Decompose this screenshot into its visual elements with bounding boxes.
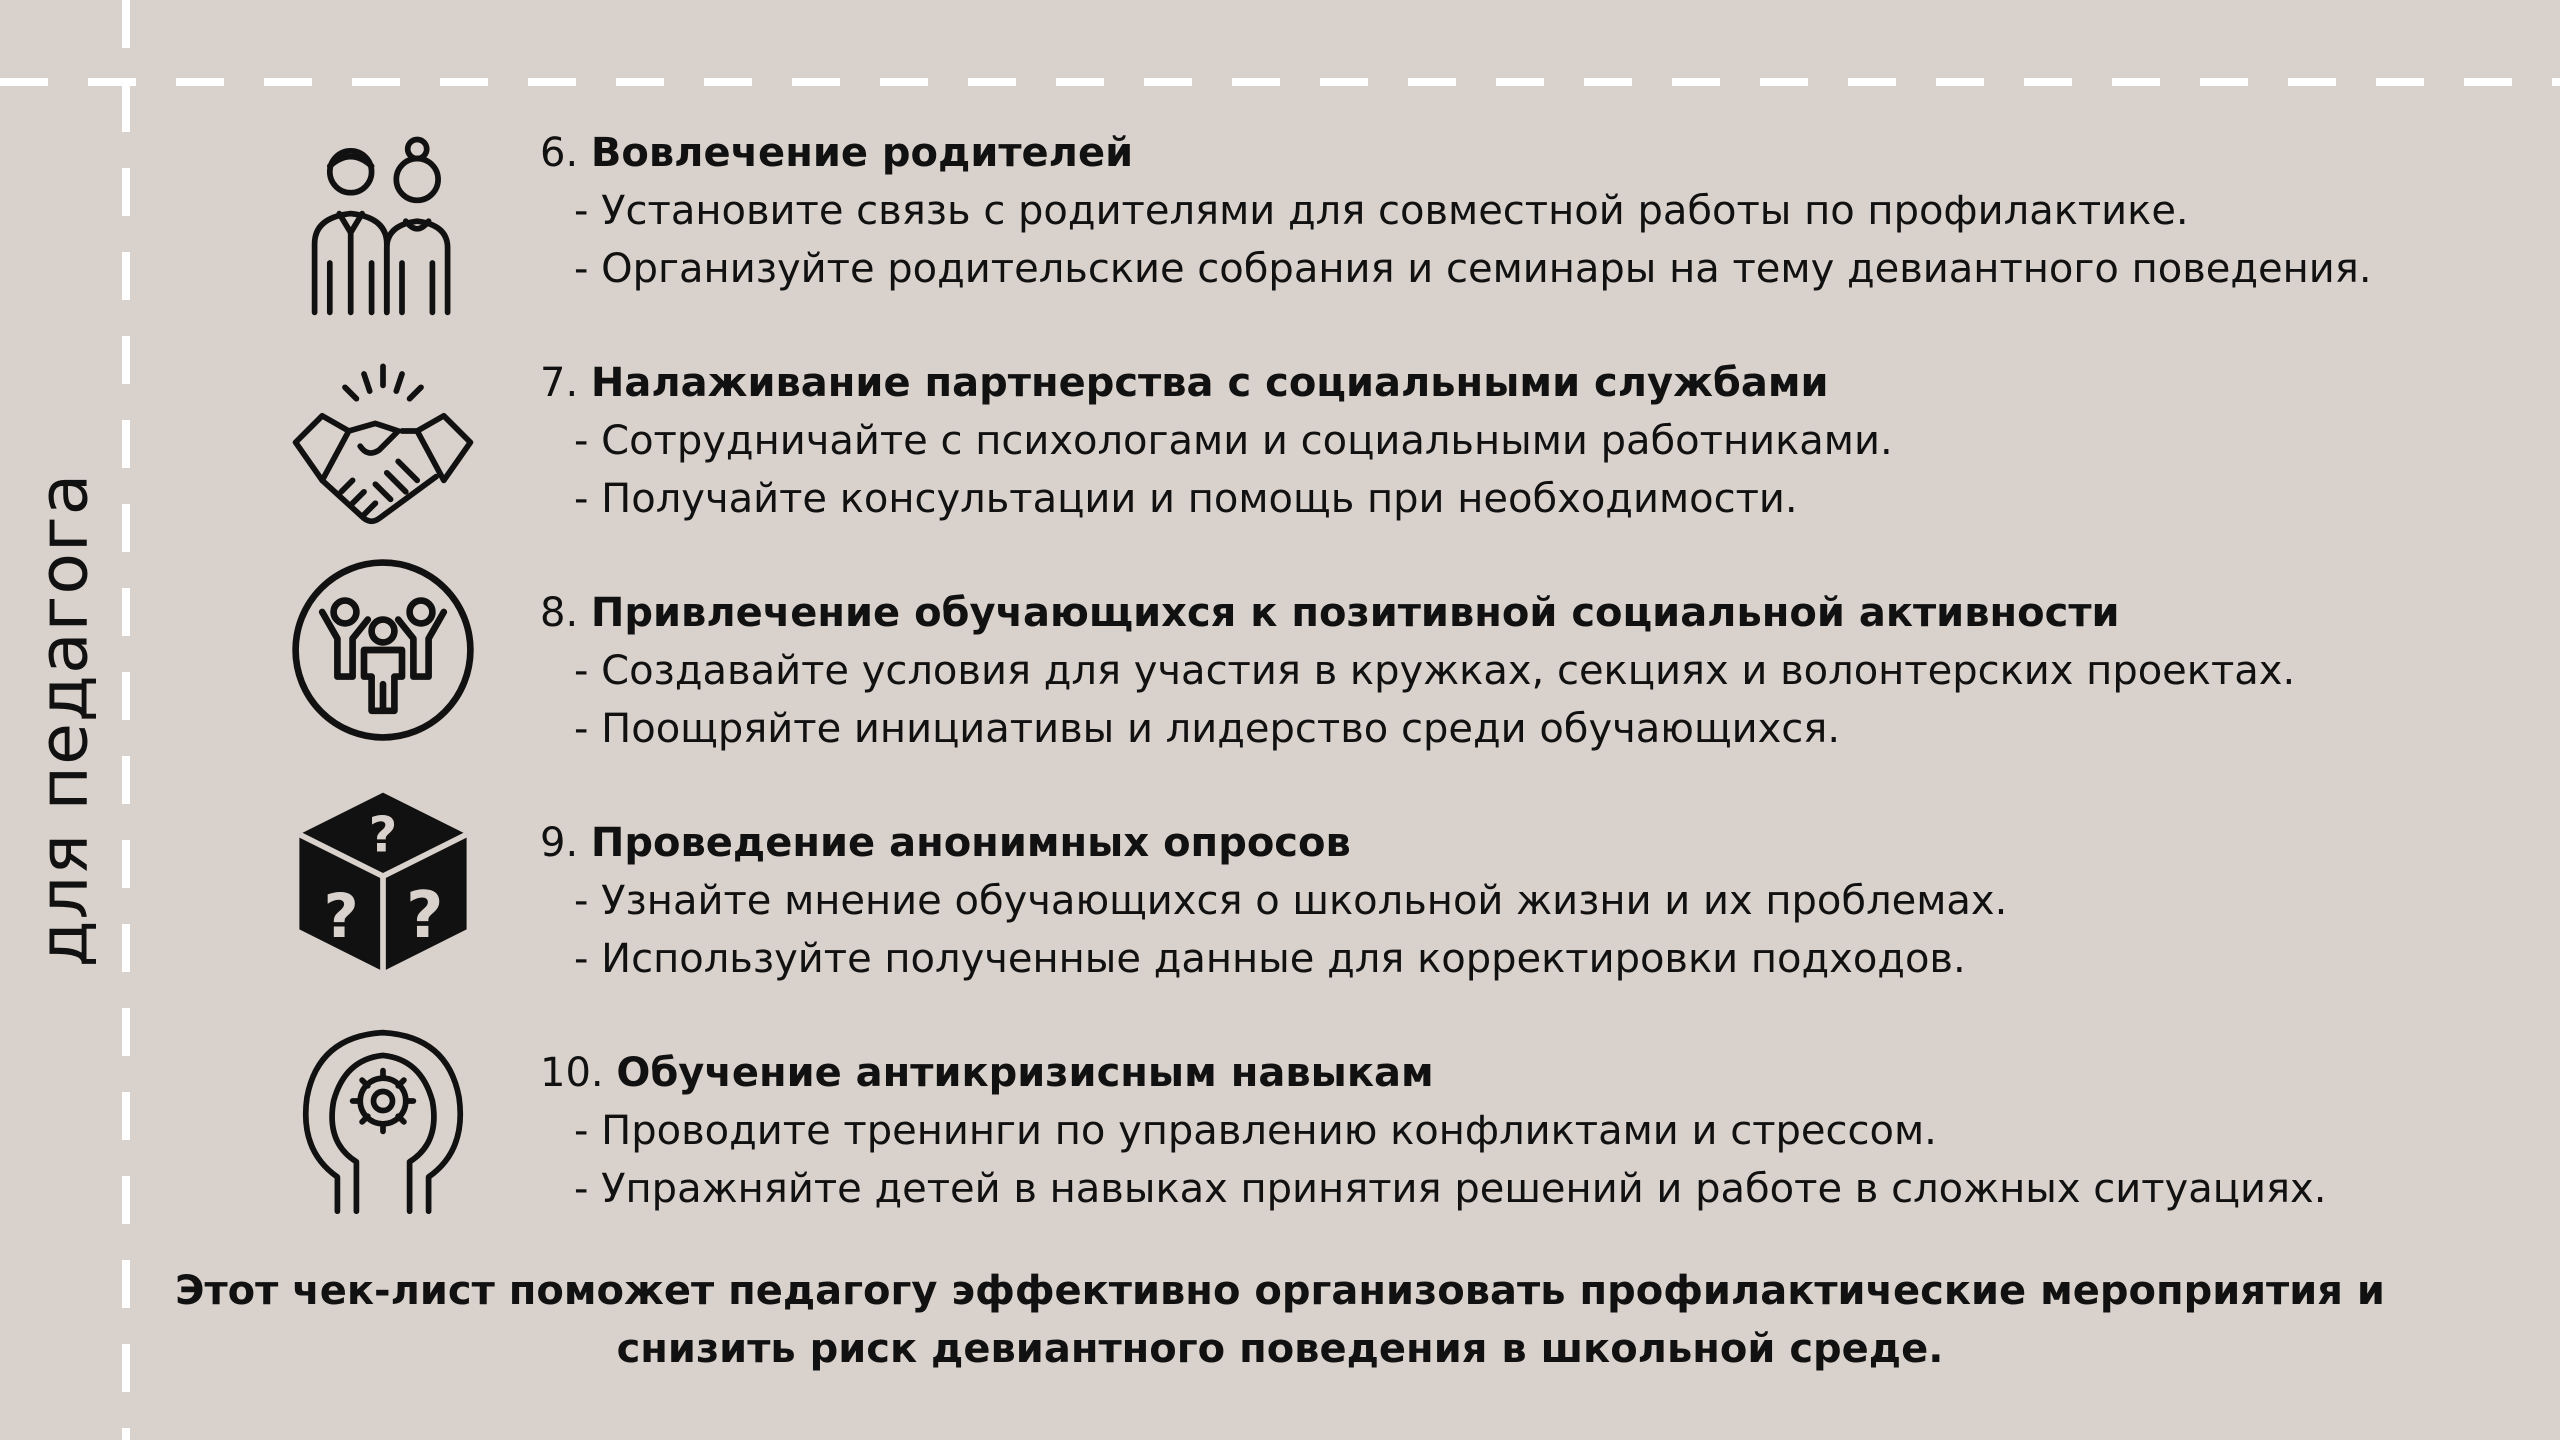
footer-line: снизить риск девиантного поведения в школьной среде. [616,1326,1944,1372]
head-gear-icon [288,1025,478,1215]
item-line: - Установите связь с родителями для совместной работы по профилактике. [574,188,2189,234]
item-title: Налаживание партнерства с социальными службами [590,360,1829,406]
parents-icon [288,130,478,320]
side-title: для педагога [24,472,104,968]
group-circle-icon [288,555,478,745]
left-dashed-divider [122,0,130,1440]
item-number: 10. [540,1050,604,1096]
handshake-icon [288,355,478,545]
item-title: Привлечение обучающихся к позитивной социальной активности [590,590,2120,636]
item-heading [540,584,2295,642]
item-number: 6. [540,130,579,176]
top-dashed-divider [0,78,2560,86]
list-item [540,124,2372,298]
list-item [540,354,1893,528]
footer-summary [160,1262,2400,1378]
item-title: Проведение анонимных опросов [590,820,1351,866]
list-item [540,1044,2326,1218]
item-line: - Получайте консультации и помощь при необходимости. [574,476,1798,522]
item-line: - Используйте полученные данные для корректировки подходов. [574,936,1966,982]
item-line: - Организуйте родительские собрания и семинары на тему девиантного поведения. [574,246,2372,292]
item-line: - Создавайте условия для участия в кружках, секциях и волонтерских проектах. [574,648,2296,694]
item-line: - Проводите тренинги по управлению конфликтами и стрессом. [574,1108,1937,1154]
item-line: - Сотрудничайте с психологами и социальными работниками. [574,418,1893,464]
list-item [540,584,2295,758]
svg-text:?: ? [406,878,444,953]
item-number: 8. [540,590,579,636]
item-number: 7. [540,360,579,406]
list-item [540,814,2007,988]
item-number: 9. [540,820,579,866]
item-heading [540,124,2372,182]
item-heading [540,814,2007,872]
item-title: Обучение антикризисным навыкам [616,1050,1434,1096]
item-line: - Поощряйте инициативы и лидерство среди обучающихся. [574,706,1841,752]
svg-text:?: ? [368,805,398,864]
svg-text:?: ? [323,882,359,952]
footer-line: Этот чек-лист поможет педагогу эффективно организовать профилактические мероприятия и [175,1268,2385,1314]
item-heading [540,354,1893,412]
item-line: - Упражняйте детей в навыках принятия решений и работе в сложных ситуациях. [574,1166,2327,1212]
item-title: Вовлечение родителей [590,130,1134,176]
item-line: - Узнайте мнение обучающихся о школьной жизни и их проблемах. [574,878,2008,924]
question-cube-icon [288,785,478,975]
item-heading [540,1044,2326,1102]
